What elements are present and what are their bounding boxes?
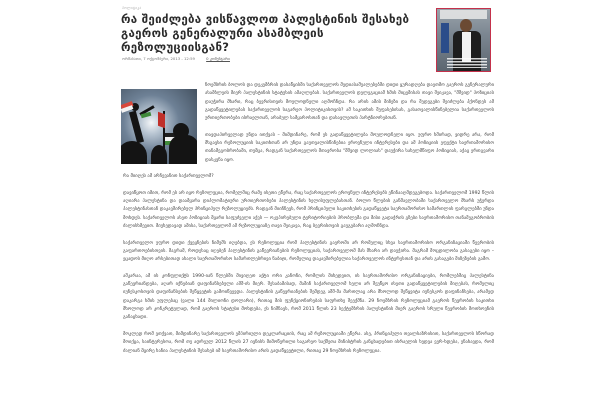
cover-caption bbox=[447, 58, 487, 68]
category-label[interactable]: პოლიტიკა bbox=[122, 6, 142, 10]
cover-flag bbox=[441, 23, 449, 53]
section-question: რა მიიღეს ამ არჩევანით საქართველომ? bbox=[123, 174, 214, 180]
paragraph: თავდაპირველად უნდა ითქვას – მიმდინარე, რომ ეს გადაწყვეტილება მოულოდნელი იყო. უფრო ხშირად, ვიდრე არა, რომ მსგავსი რეზოლუციის საკითხთან არ უნდა გაუთვალისწინებია ეროვნული ინტერესები და ამ პოზიციის ეფექტი საერთაშორისო თანამეგობრობაში, თუმცა, რადგან საქართველოს მთავრობა "მშვიდ ლოლიას" დაუჭირა სახელმწიფო პოზიციას, აქაც ერთგვარი დასკვნა იყო. bbox=[205, 132, 494, 163]
publish-date: ორშაბათი, 7 ოქტომბერი, 2013 - 12:59 bbox=[122, 56, 195, 61]
page-title: რა შეიძლება ვისწავლოთ პალესტინის შესახებ გაეროს გენერალური ასამბლეის რეზოლუციისგან? bbox=[121, 12, 410, 54]
magazine-cover-image[interactable] bbox=[436, 8, 491, 72]
paragraph: მოკლედ რომ ვთქვათ, მიმდინარე საქართველოს ემპირიული დეკლარაციის, რაც ამ რეზოლუციაში ეწერა. ასე, პრინციპული თვალსაზრისით, საქართველოს სწორად მოიქცა, საინტერესოა, რომ თუ ადრეულ 2012 წლის 27 ივნისს მიმოწერილი საგარეო საქმეთა მინისტრის განცხადებით ისრაელის ხედვა ვერ-ხდება, ენახავდა, რომ ძალიან მცირე ხანია პალესტინის შესახებ იმ საერთაშორისო არის გადაწყვეტილი, რითაც 29 ნოემბრის რეზოლუცია. bbox=[123, 331, 494, 354]
paragraph: აშკარაა, ამ ის კონფლიქტს 1990-იან წლებში მივიღეთ აქტი ორი კანონი, რომლის მიხედვით, ის საერთაშორისო ორგანიზაციები, რომლებშიც პალესტინა გაწევრიანდება, აღარ იქნებიან დაფინანსებული აშშ-ის მიერ. შესაბამისად, მაშინ საქართველომ ხელი არ შეუწყო ისეთი გადაწყვეტილების მიღებას, რომელიც იუნესკოსთვის დაფინანსების შეწყვეტის გამოიწვევდა. პალესტინის გაწევრიანების შემდეგ აშშ-მა მართლაც არა მხოლოდ შეწყვიტა იუნესკოს დაფინანსება, არამედ დაკარგა ხმის უფლებაც (ვალი 144 მილიონი დოლარი), რითაც მის ფუნქციონირებას საფრთხე შეექმნა. 29 ნოემბრის რეზოლუციამ გაეროს წევრობის საკითხი მხოლოდ არ კონკრეტულად, რომ გაეროს სტატუსი მოხდება, ეს ნიშნავს, რომ 2011 წლის 23 სექტემბრის პალესტინის მიერ გაეროს სრული წევრობის მოთხოვნის განაცხადი. bbox=[123, 273, 494, 321]
article-body bbox=[123, 82, 494, 364]
comments-link[interactable]: 0 კომენტარი bbox=[206, 56, 230, 61]
cover-masthead bbox=[440, 10, 487, 19]
paragraph: საქართველო უფრო დიდი ქვეყნების ნიმუშს იღებდა, ეს რეზოლუცია რომ პალესტინის გაეროში არ რომელიც სხვა საერთაშორისო ორგანიზაციაში წევრობის გაფართოებისთვის. მაგრამ, როდესაც იღებენ პალესტინის გაწევრიანების რეზოლუციას, საქართველომ მას მხარი არ დაუჭირა. მაგრამ მოცდილობა გასაგები იყო – ეცადოს მიღო არსებითად ახალი საერთაშორისო სამართლებრივი ნაბიჯი, რომელიც დაკავშირებულია საქართველოს ინტერესთან და არის გასაგები მიზეზების გამო. bbox=[123, 240, 494, 263]
article-meta bbox=[122, 56, 230, 61]
paragraph: ნოემბრის ბოლოს და დეკემბრის დასაწყისში საქართველოს მედიასაშუალებებში დიდი ყურადღება დაეთმო გაეროს გენერალური ასამბლეის მიერ პალესტინის სტატუსის ამაღლებას. საქართველოს დელეგაციამ ხმის მიცემისას თავი შეიკავა, "მშვიდ" პოზიციას დაუჭირა მხარი, რაც ბევრისთვის მოულოდნელი აღმოჩნდა. რა არის ამის მიზეზი და რა შედეგები შეიძლება ჰქონდეს ამ გადაწყვეტილებას საქართველოს საგარეო პოლიტიკისთვის? ამ საკითხის შეფასებისას, გასათვალისწინებელია საქართველოს ურთიერთობები ისრაელთან, არაბულ სამყაროსთან და დასავლეთის პარტნიორებთან. bbox=[205, 83, 494, 122]
paragraph: დავიწყოთ იმით, რომ ეს არ იყო რეზოლუცია, რომელშიც რამე ისეთი ეწერა, რაც საქართველოს ეროვნულ ინტერესებს ეწინააღმდეგებოდა. საქართველომ 1992 წლის აღიარა პალესტინა და დაამყარა დიპლომატიური ურთიერთობები პალესტინის ხელისუფლებასთან. ბოლო წლების განმავლობაში საქართველო მხარს უჭერდა პალესტინასთან დაკავშირებულ პრინციპულ რეზოლუციებს. რადგან მიიჩნევს, რომ პრინციპული საკითხების გადაწყვეტა საერთაშორისო სამართლის ფარგლებში უნდა მოხდეს. საქართველოს ასეთ პოზიციას მყარი საფუძველი აქვს — ოკუპირებული ტერიტორიების პრობლემა და მისი გადაჭრის გზები საერთაშორისო თანამეგობრობის ძალისხმევით. მიუხედავად ამისა, საქართველომ ამ რეზოლუციაზე თავი შეიკავა, რაც ბევრისთვის გაუგებარი აღმოჩნდა. bbox=[123, 190, 494, 230]
